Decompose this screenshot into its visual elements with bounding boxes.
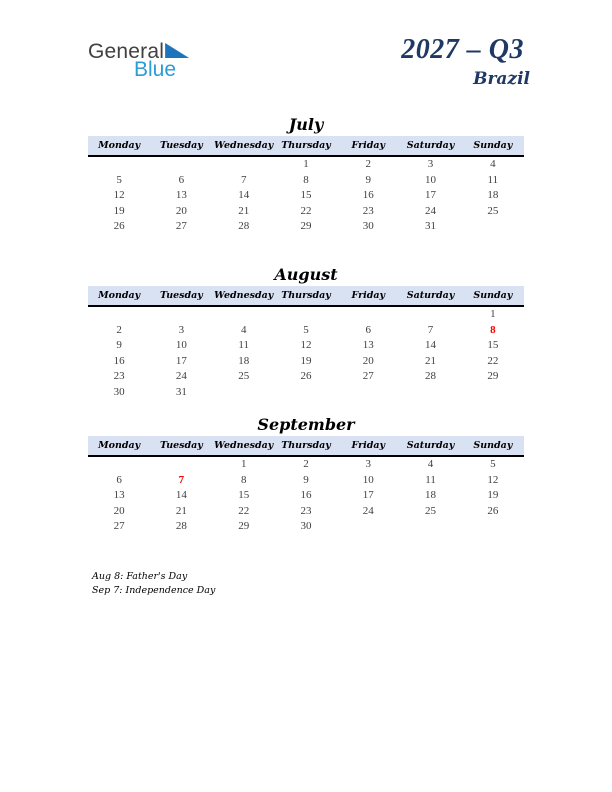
empty-day-cell [275, 235, 337, 251]
empty-day-cell [150, 456, 212, 473]
day-cell: 25 [487, 204, 499, 217]
day-cell: 10 [175, 339, 187, 351]
weekday-header: Monday [88, 136, 150, 156]
day-cell: 31 [425, 220, 437, 232]
month-title: September [257, 415, 355, 434]
empty-day-cell [275, 306, 337, 323]
day-cell: 27 [175, 220, 187, 232]
empty-day-cell [399, 306, 461, 323]
day-cell: 9 [303, 473, 309, 486]
logo-triangle-icon [165, 43, 189, 58]
day-cell: 27 [113, 520, 125, 532]
day-cell: 12 [113, 189, 125, 201]
empty-day-cell [150, 156, 212, 173]
week-row [88, 519, 524, 535]
month-september [88, 414, 524, 550]
document-header [401, 34, 530, 89]
holiday-footnote: Sep 7: Independence Day [92, 585, 216, 596]
day-cell: 5 [303, 323, 309, 336]
day-cell: 13 [175, 189, 187, 201]
day-cell: 3 [178, 323, 185, 336]
day-cell: 9 [116, 339, 122, 351]
day-cell: 1 [490, 308, 496, 320]
empty-day-cell [213, 535, 275, 551]
weekday-header: Sunday [462, 286, 524, 306]
day-cell: 30 [362, 220, 374, 232]
day-cell: 11 [487, 173, 499, 186]
day-cell: 28 [175, 520, 187, 532]
day-cell: 9 [365, 173, 372, 186]
day-cell: 4 [240, 323, 247, 336]
day-cell: 2 [303, 458, 309, 470]
weekday-header: Monday [88, 436, 150, 456]
empty-day-cell [399, 535, 461, 551]
day-cell: 24 [425, 204, 437, 217]
day-cell: 25 [425, 504, 437, 517]
month-table [88, 136, 524, 250]
day-cell: 22 [487, 354, 499, 367]
day-cell: 2 [116, 323, 122, 336]
empty-day-cell [275, 385, 337, 401]
day-cell: 14 [238, 189, 250, 201]
week-row [88, 188, 524, 204]
day-cell: 1 [303, 158, 309, 170]
empty-day-cell [213, 235, 275, 251]
day-cell: 6 [116, 473, 122, 486]
day-cell: 16 [362, 189, 374, 201]
empty-day-cell [462, 235, 524, 251]
empty-day-cell [275, 535, 337, 551]
empty-day-cell [462, 219, 524, 235]
day-cell: 17 [175, 354, 187, 367]
week-row [88, 354, 524, 370]
day-cell: 13 [113, 489, 125, 501]
weekday-header: Friday [337, 286, 399, 306]
empty-day-cell [399, 519, 461, 535]
day-cell: 23 [362, 204, 374, 217]
logo-text-blue: Blue [134, 58, 177, 81]
holiday-footnote: Aug 8: Father's Day [92, 571, 188, 582]
empty-day-cell [88, 535, 150, 551]
weekday-header-row [88, 436, 524, 456]
weekday-header: Tuesday [150, 286, 212, 306]
day-cell: 29 [487, 370, 499, 382]
day-cell: 5 [116, 173, 122, 186]
day-cell: 21 [175, 504, 187, 517]
week-row [88, 173, 524, 189]
day-cell: 29 [238, 520, 250, 532]
day-cell: 22 [238, 504, 250, 517]
day-cell: 1 [240, 458, 247, 470]
day-cell: 17 [425, 189, 437, 201]
day-cell: 12 [487, 473, 499, 486]
empty-day-cell [150, 235, 212, 251]
day-cell: 10 [362, 473, 374, 486]
empty-day-cell [462, 385, 524, 401]
day-cell: 29 [300, 220, 312, 232]
day-cell: 13 [362, 339, 374, 351]
weekday-header-row [88, 286, 524, 306]
empty-day-cell [337, 535, 399, 551]
day-cell: 22 [300, 204, 312, 217]
empty-day-cell [399, 385, 461, 401]
day-cell: 15 [238, 489, 250, 501]
general-blue-logo [88, 40, 208, 82]
week-row [88, 219, 524, 235]
month-august [88, 264, 524, 400]
calendar [88, 114, 524, 564]
country-subtitle: Brazil [473, 69, 530, 89]
week-row [88, 535, 524, 551]
weekday-header: Monday [88, 286, 150, 306]
week-row [88, 456, 524, 473]
day-cell: 18 [487, 189, 499, 201]
empty-day-cell [88, 306, 150, 323]
week-row [88, 473, 524, 489]
quarter-title: 2027 – Q3 [401, 34, 524, 65]
day-cell: 6 [365, 323, 372, 336]
week-row [88, 323, 524, 339]
day-cell: 28 [425, 370, 437, 382]
week-row [88, 369, 524, 385]
day-cell: 20 [362, 354, 374, 367]
day-cell: 3 [427, 158, 434, 170]
day-cell: 4 [427, 458, 434, 470]
weekday-header: Thursday [275, 286, 337, 306]
weekday-header: Thursday [275, 136, 337, 156]
week-row [88, 488, 524, 504]
day-cell: 26 [487, 504, 499, 517]
day-cell: 16 [300, 489, 312, 501]
weekday-header: Friday [337, 436, 399, 456]
day-cell: 24 [175, 370, 187, 382]
day-cell: 15 [300, 189, 312, 201]
day-cell: 24 [362, 504, 374, 517]
day-cell: 28 [238, 220, 250, 232]
day-cell: 21 [238, 204, 250, 217]
day-cell: 19 [300, 354, 312, 367]
day-cell: 7 [240, 173, 247, 186]
empty-day-cell [337, 306, 399, 323]
day-cell: 7 [178, 473, 185, 486]
empty-day-cell [399, 235, 461, 251]
empty-day-cell [213, 306, 275, 323]
week-row [88, 156, 524, 173]
day-cell: 20 [175, 204, 187, 217]
holiday-footnotes [92, 570, 215, 598]
day-cell: 19 [113, 204, 125, 217]
empty-day-cell [88, 456, 150, 473]
day-cell: 27 [362, 370, 374, 382]
day-cell: 7 [427, 323, 434, 336]
empty-day-cell [337, 385, 399, 401]
day-cell: 26 [113, 220, 125, 232]
weekday-header: Wednesday [213, 136, 275, 156]
week-row [88, 204, 524, 220]
empty-day-cell [213, 385, 275, 401]
day-cell: 19 [487, 489, 499, 501]
empty-day-cell [88, 235, 150, 251]
day-cell: 14 [175, 489, 187, 501]
day-cell: 14 [425, 339, 437, 351]
weekday-header: Wednesday [213, 436, 275, 456]
weekday-header: Sunday [462, 436, 524, 456]
day-cell: 18 [238, 354, 250, 367]
day-cell: 15 [487, 339, 499, 351]
week-row [88, 504, 524, 520]
day-cell: 16 [113, 354, 125, 367]
weekday-header: Thursday [275, 436, 337, 456]
weekday-header: Friday [337, 136, 399, 156]
day-cell: 5 [490, 458, 496, 470]
day-cell: 25 [238, 370, 250, 382]
week-row [88, 235, 524, 251]
day-cell: 17 [362, 489, 374, 501]
day-cell: 21 [425, 354, 437, 367]
weekday-header-row [88, 136, 524, 156]
week-row [88, 385, 524, 401]
day-cell: 8 [303, 173, 309, 186]
week-row [88, 338, 524, 354]
month-title: July [288, 115, 324, 134]
empty-day-cell [150, 535, 212, 551]
day-cell: 4 [490, 158, 496, 170]
day-cell: 18 [425, 489, 437, 501]
day-cell: 8 [490, 323, 496, 336]
day-cell: 30 [300, 520, 312, 532]
empty-day-cell [462, 519, 524, 535]
empty-day-cell [150, 306, 212, 323]
empty-day-cell [213, 156, 275, 173]
weekday-header: Saturday [399, 436, 461, 456]
week-row [88, 306, 524, 323]
day-cell: 11 [425, 473, 436, 486]
weekday-header: Tuesday [150, 136, 212, 156]
empty-day-cell [462, 535, 524, 551]
day-cell: 31 [175, 385, 187, 398]
month-table [88, 286, 524, 400]
day-cell: 3 [365, 458, 372, 470]
day-cell: 2 [365, 158, 372, 170]
day-cell: 10 [425, 173, 437, 186]
empty-day-cell [337, 519, 399, 535]
day-cell: 20 [113, 504, 125, 517]
month-july [88, 114, 524, 250]
day-cell: 26 [300, 370, 312, 382]
day-cell: 6 [178, 173, 185, 186]
day-cell: 30 [113, 385, 125, 398]
weekday-header: Wednesday [213, 286, 275, 306]
weekday-header: Tuesday [150, 436, 212, 456]
day-cell: 23 [113, 370, 125, 382]
logo-text-general: General [88, 40, 165, 63]
weekday-header: Sunday [462, 136, 524, 156]
empty-day-cell [88, 156, 150, 173]
month-title: August [274, 265, 338, 284]
day-cell: 12 [300, 339, 312, 351]
empty-day-cell [337, 235, 399, 251]
day-cell: 23 [300, 504, 312, 517]
day-cell: 8 [240, 473, 247, 486]
weekday-header: Saturday [399, 286, 461, 306]
weekday-header: Saturday [399, 136, 461, 156]
month-table [88, 436, 524, 550]
day-cell: 11 [238, 339, 249, 351]
